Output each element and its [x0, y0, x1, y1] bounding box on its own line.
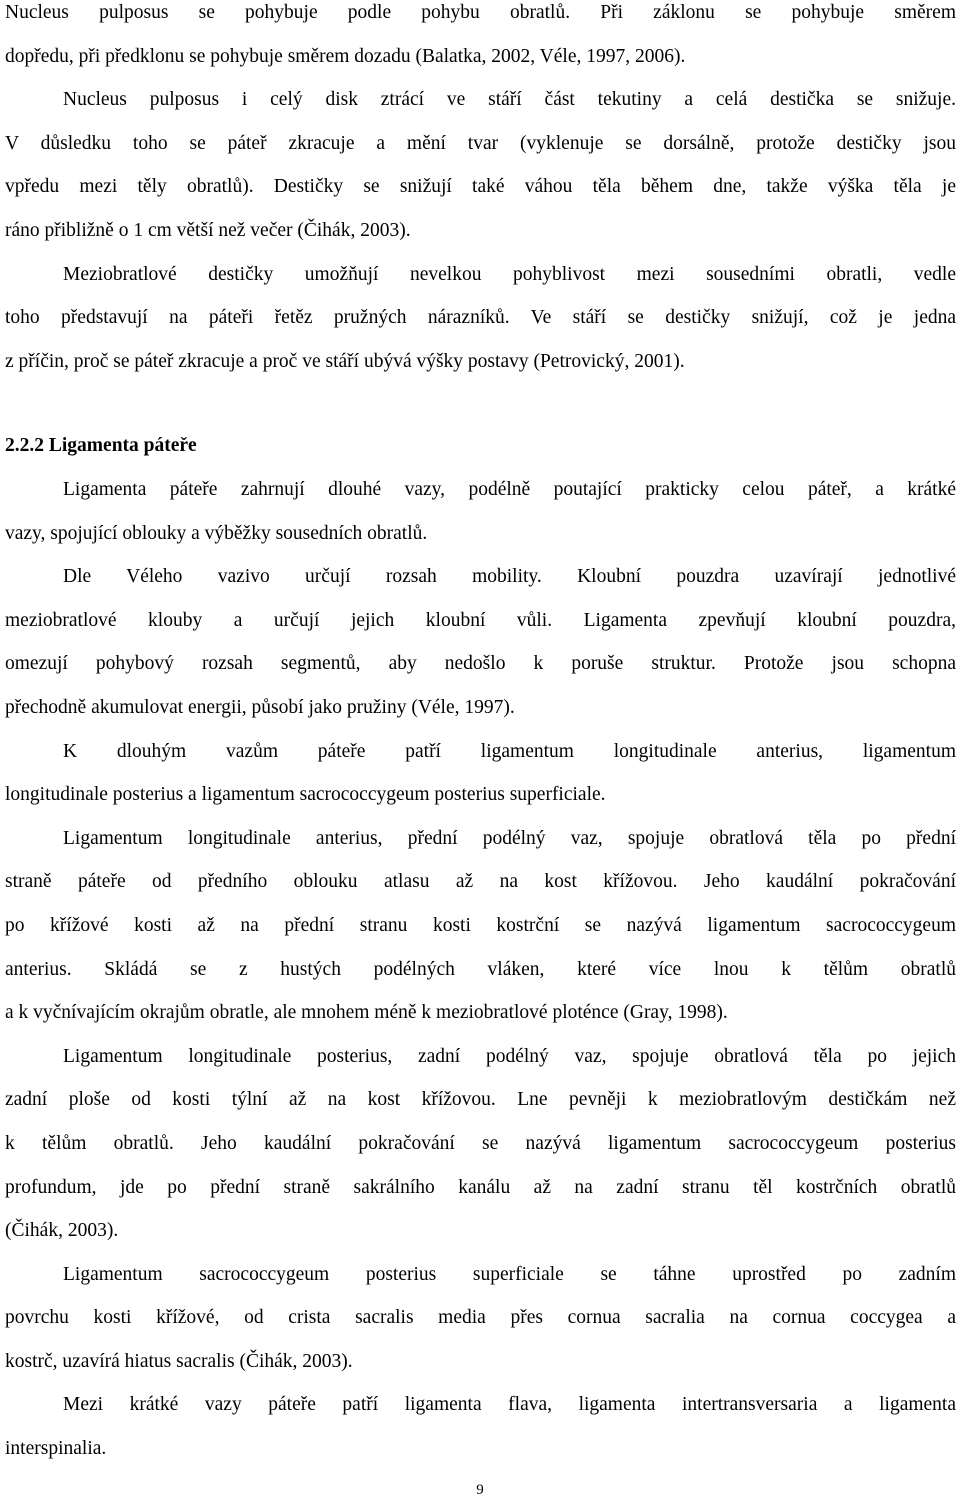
text-line: přechodně akumulovat energii, působí jako pružiny (Véle, 1997).	[5, 696, 515, 718]
text-line: Meziobratlové destičky umožňují nevelkou pohyblivost mezi sousedními obratli, vedle	[63, 263, 956, 285]
text-line: Mezi krátké vazy páteře patří ligamenta flava, ligamenta intertransversaria a ligamenta	[63, 1394, 956, 1416]
text-line: ráno přibližně o 1 cm větší než večer (Čihák, 2003).	[5, 219, 411, 241]
text-line: K dlouhým vazům páteře patří ligamentum longitudinale anterius, ligamentum	[63, 740, 956, 762]
text-line: anterius. Skládá se z hustých podélných vláken, které více lnou k tělům obratlů	[5, 958, 956, 980]
body-text-upper	[5, 0, 956, 383]
section-heading-block	[5, 424, 956, 468]
text-line: straně páteře od předního oblouku atlasu až na kost křížovou. Jeho kaudální pokračování	[5, 871, 956, 893]
text-line: vpředu mezi těly obratlů). Destičky se snižují také váhou těla během dne, takže výška těla je	[5, 176, 956, 198]
text-line: z příčin, proč se páteř zkracuje a proč ve stáří ubývá výšky postavy (Petrovický, 2001).	[5, 350, 685, 372]
text-line: po křížové kosti až na přední stranu kosti kostrční se nazývá ligamentum sacrococcygeum	[5, 914, 956, 936]
text-line: kostrč, uzavírá hiatus sacralis (Čihák, 2003).	[5, 1350, 353, 1372]
text-line: dopředu, při předklonu se pohybuje směrem dozadu (Balatka, 2002, Véle, 1997, 2006).	[5, 45, 686, 67]
text-line: longitudinale posterius a ligamentum sacrococcygeum posterius superficiale.	[5, 784, 606, 806]
text-line: povrchu kosti křížové, od crista sacralis media přes cornua sacralia na cornua coccygea a	[5, 1307, 956, 1329]
text-line: (Čihák, 2003).	[5, 1220, 119, 1242]
text-line: meziobratlové klouby a určují jejich kloubní vůli. Ligamenta zpevňují kloubní pouzdra,	[5, 609, 956, 631]
page-number: 9	[476, 1482, 484, 1498]
text-line: vazy, spojující oblouky a výběžky sousedních obratlů.	[5, 522, 428, 544]
text-line: V důsledku toho se páteř zkracuje a mění tvar (vyklenuje se dorsálně, protože destičky jsou	[5, 132, 956, 154]
text-line: profundum, jde po přední straně sakrálního kanálu až na zadní stranu těl kostrčních obratlů	[5, 1176, 956, 1198]
text-line: Ligamentum longitudinale posterius, zadní podélný vaz, spojuje obratlová těla po jejich	[63, 1045, 956, 1067]
text-line: Nucleus pulposus se pohybuje podle pohybu obratlů. Při záklonu se pohybuje směrem	[5, 2, 956, 23]
text-line: toho představují na páteři řetěz pružných nárazníků. Ve stáří se destičky snižují, což je jedna	[5, 307, 956, 329]
body-text-lower	[5, 468, 956, 1471]
text-line: Ligamentum sacrococcygeum posterius superficiale se táhne uprostřed po zadním	[63, 1263, 956, 1285]
text-line: omezují pohybový rozsah segmentů, aby nedošlo k poruše struktur. Protože jsou schopna	[5, 653, 956, 675]
text-line: Dle Véleho vazivo určují rozsah mobility. Kloubní pouzdra uzavírají jednotlivé	[63, 566, 956, 588]
text-line: Ligamenta páteře zahrnují dlouhé vazy, podélně poutající prakticky celou páteř, a krátké	[63, 479, 956, 500]
section-heading: 2.2.2 Ligamenta páteře	[5, 435, 197, 456]
text-line: interspinalia.	[5, 1438, 107, 1460]
text-line: zadní ploše od kosti týlní až na kost křížovou. Lne pevněji k meziobratlovým destičkám než	[5, 1089, 956, 1111]
text-line: a k vyčnívajícím okrajům obratle, ale mnohem méně k meziobratlové ploténce (Gray, 1998).	[5, 1002, 728, 1024]
text-line: Ligamentum longitudinale anterius, přední podélný vaz, spojuje obratlová těla po přední	[63, 827, 956, 849]
text-line: Nucleus pulposus i celý disk ztrácí ve stáří část tekutiny a celá destička se snižuje.	[63, 89, 956, 111]
text-line: k tělům obratlů. Jeho kaudální pokračování se nazývá ligamentum sacrococcygeum posterius	[5, 1132, 956, 1154]
